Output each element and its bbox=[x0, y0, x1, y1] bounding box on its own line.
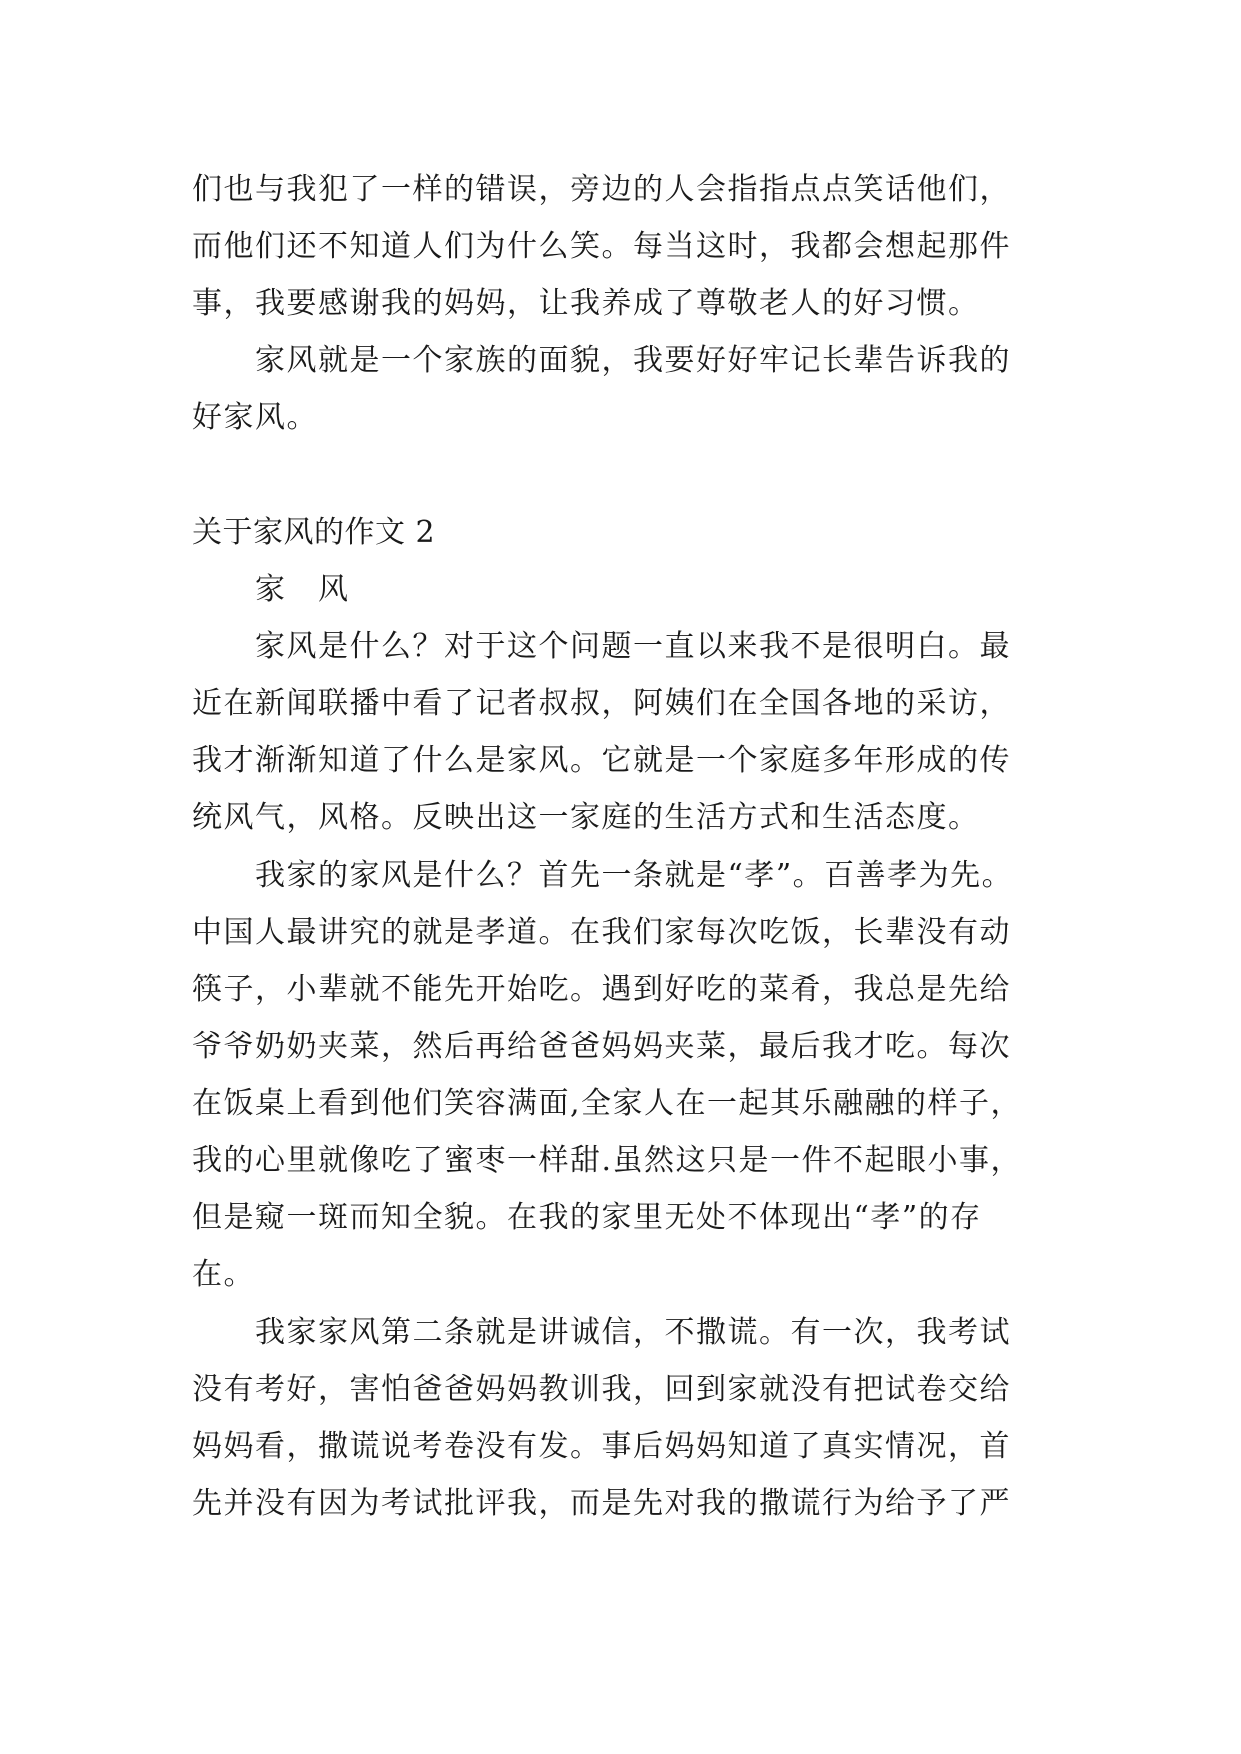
text-line: 事，我要感谢我的妈妈，让我养成了尊敬老人的好习惯。 bbox=[192, 286, 980, 321]
text-line: 统风气，风格。反映出这一家庭的生活方式和生活态度。 bbox=[192, 800, 980, 835]
text-line: 爷爷奶奶夹菜，然后再给爸爸妈妈夹菜，最后我才吃。每次 bbox=[192, 1029, 1011, 1064]
text-line: 没有考好，害怕爸爸妈妈教训我，回到家就没有把试卷交给 bbox=[192, 1372, 1011, 1407]
text-line: 我家的家风是什么？首先一条就是“孝”。百善孝为先。 bbox=[192, 858, 1014, 893]
section-heading: 关于家风的作文 2 bbox=[192, 515, 436, 550]
text-line: 我才渐渐知道了什么是家风。它就是一个家庭多年形成的传 bbox=[192, 743, 1011, 778]
text-line: 在。 bbox=[192, 1257, 255, 1292]
text-line: 在饭桌上看到他们笑容满面,全家人在一起其乐融融的样子， bbox=[192, 1086, 1023, 1121]
text-line: 先并没有因为考试批评我，而是先对我的撒谎行为给予了严 bbox=[192, 1486, 1011, 1521]
text-line: 家风是什么？对于这个问题一直以来我不是很明白。最 bbox=[192, 629, 1011, 664]
essay-title: 家 风 bbox=[192, 572, 350, 607]
text-line: 近在新闻联播中看了记者叔叔，阿姨们在全国各地的采访， bbox=[192, 686, 1011, 721]
text-line: 我家家风第二条就是讲诚信，不撒谎。有一次，我考试 bbox=[192, 1315, 1011, 1350]
text-line: 家风就是一个家族的面貌，我要好好牢记长辈告诉我的 bbox=[192, 343, 1011, 378]
text-line: 但是窥一斑而知全貌。在我的家里无处不体现出“孝”的存 bbox=[192, 1200, 982, 1235]
text-line: 我的心里就像吃了蜜枣一样甜.虽然这只是一件不起眼小事， bbox=[192, 1143, 1023, 1178]
text-line: 好家风。 bbox=[192, 400, 318, 435]
text-line: 而他们还不知道人们为什么笑。每当这时，我都会想起那件 bbox=[192, 229, 1011, 264]
text-line: 妈妈看，撒谎说考卷没有发。事后妈妈知道了真实情况，首 bbox=[192, 1429, 1011, 1464]
text-line: 们也与我犯了一样的错误，旁边的人会指指点点笑话他们， bbox=[192, 172, 1011, 207]
text-line: 筷子，小辈就不能先开始吃。遇到好吃的菜肴，我总是先给 bbox=[192, 972, 1011, 1007]
text-line: 中国人最讲究的就是孝道。在我们家每次吃饭，长辈没有动 bbox=[192, 915, 1011, 950]
